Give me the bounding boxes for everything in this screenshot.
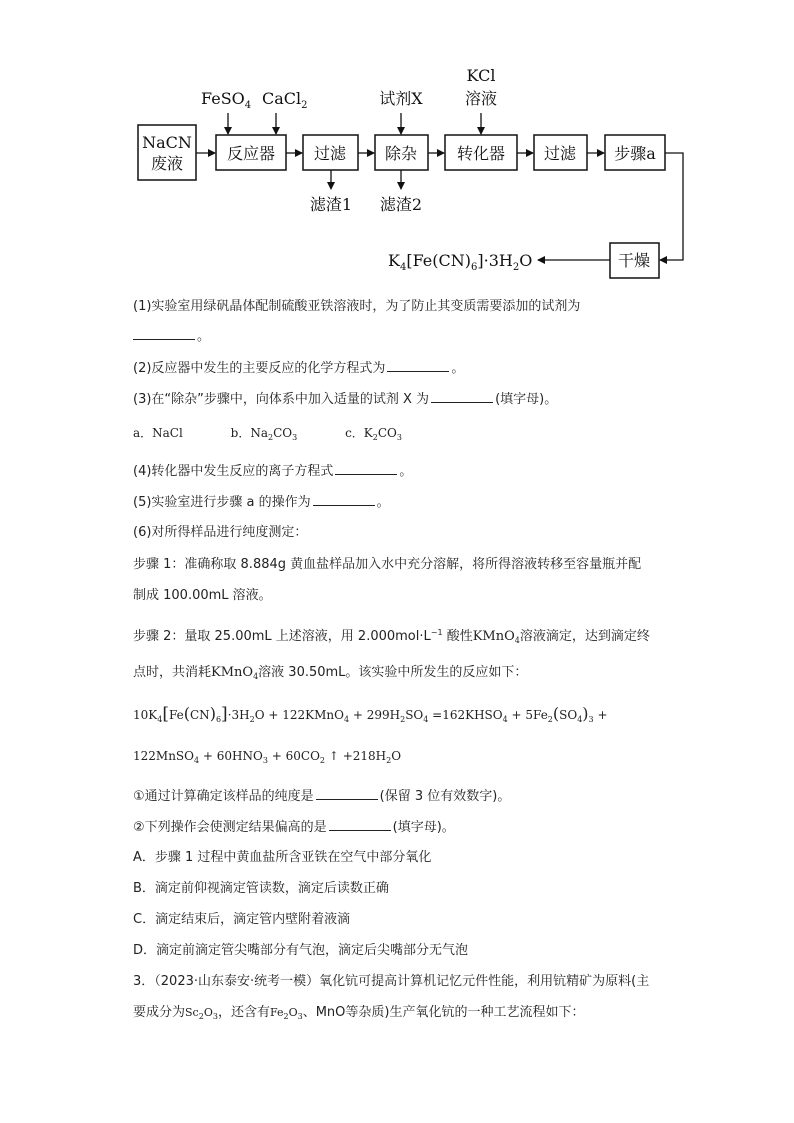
kmno4-formula: KMnO$_4$ (211, 665, 259, 681)
choice-b (133, 880, 389, 898)
question-3-text: (3)在“除杂”步骤中，向体系中加入适量的试剂 X 为 (133, 392, 430, 407)
next-question-text-b1: 要成分为 (133, 1005, 186, 1020)
question-5-end: 。 (376, 495, 390, 510)
choice-b-text: B．滴定前仰视滴定管读数，滴定后读数正确 (133, 881, 389, 896)
sub-question-2-text: ②下列操作会使测定结果偏高的是 (133, 820, 327, 835)
sub-question-1-end: (保留 3 位有效数字)。 (379, 789, 511, 804)
question-6-text: (6)对所得样品进行纯度测定： (133, 525, 308, 540)
choice-a-text: A．步骤 1 过程中黄血盐所含亚铁在空气中部分氧化 (133, 850, 432, 865)
step-2-text-b1: 点时，共消耗 (133, 665, 212, 680)
residue-1: 滤渣1 (309, 195, 353, 214)
step-2-text-a1: 步骤 2：量取 25.00mL 上述溶液，用 2.000mol·L (133, 629, 431, 644)
question-2-end: 。 (451, 361, 465, 376)
step-2-text-a2: 酸性 (446, 629, 473, 644)
reagent-cacl2: CaCl$_2$ (262, 89, 308, 111)
process-flowchart (0, 0, 794, 290)
question-4-end: 。 (399, 464, 413, 479)
next-question-line-1 (133, 973, 649, 991)
reagent-feso4: FeSO$_4$ (201, 89, 252, 111)
residue-2: 滤渣2 (379, 195, 423, 214)
answer-blank[interactable] (431, 390, 493, 403)
start-label-line2: 废液 (150, 154, 184, 173)
filter-1-label: 过滤 (313, 144, 347, 163)
step-1-line-1 (133, 556, 641, 574)
step-2-text-a3: 溶液滴定，达到滴定终 (519, 629, 650, 644)
question-1-end: 。 (197, 329, 211, 344)
choice-c-text: C．滴定结束后，滴定管内壁附着液滴 (133, 912, 351, 927)
reactor-label: 反应器 (226, 144, 276, 163)
next-question-text-a: 3．（2023·山东泰安·统考一模）氧化钪可提高计算机记忆元件性能，利用钪精矿为原料(主 (133, 974, 650, 989)
step-1-text-b: 制成 100.00mL 溶液。 (133, 588, 272, 603)
step-2-text-b2: 溶液 30.50mL。该实验中所发生的反应如下： (258, 665, 528, 680)
question-4 (133, 462, 412, 481)
answer-blank[interactable] (387, 359, 449, 372)
step-a-label: 步骤a (614, 144, 656, 163)
option-c-text: c．K (345, 426, 373, 440)
sc2o3-formula: $Sc_2O_3$ (185, 1006, 218, 1021)
reaction-equation-line-2: 122MnSO$_4$ + $60HNO_3 + 60CO_2$ ↑ $+218H_2O$ (133, 749, 402, 765)
reaction-equation-line-1: $10K_4[Fe(CN)_6]\cdot 3H_2O$ + 122KMnO$_4$ + $299H_2SO_4$ $=162KHSO_4 + 5Fe_2(SO_4)_3$ + (133, 704, 608, 724)
reagent-x: 试剂X (379, 89, 423, 108)
reagent-kcl-line2: 溶液 (464, 89, 498, 108)
question-5-text: (5)实验室进行步骤 a 的操作为 (133, 495, 311, 510)
next-question-text-b2: ，还含有 (217, 1005, 270, 1020)
answer-blank[interactable] (313, 493, 375, 506)
question-3-options (133, 424, 446, 447)
choice-c (133, 911, 350, 929)
product-formula: $K_4[Fe(CN)_6]\cdot 3H_2O$ (388, 251, 533, 273)
question-1 (133, 298, 580, 316)
step-1-text-a: 步骤 1：准确称取 8.884g 黄血盐样品加入水中充分溶解，将所得溶液转移至容量瓶并配 (133, 557, 642, 572)
choice-d-text: D．滴定前滴定管尖嘴部分有气泡，滴定后尖嘴部分无气泡 (133, 943, 469, 958)
option-a: a．NaCl (133, 426, 183, 440)
step-1-line-2 (133, 587, 272, 605)
fe2o3-formula: $Fe_2O_3$ (269, 1006, 303, 1021)
reagent-kcl-line1: KCl (466, 66, 496, 85)
choice-a (133, 849, 431, 867)
sub-question-1 (133, 787, 510, 806)
question-2 (133, 359, 464, 378)
question-4-text: (4)转化器中发生反应的离子方程式 (133, 464, 334, 479)
step-2-line-1: 步骤 2：量取 25.00mL 上述溶液，用 $2.000mol\cdot L^{-1}$ 酸性KMnO$_4$溶液滴定，达到滴定终 (133, 628, 650, 645)
question-1-answer-line (133, 327, 210, 346)
sub-question-2 (133, 818, 455, 837)
option-c: c．$K_2CO_3$ (345, 426, 402, 442)
question-3-end: (填字母)。 (495, 392, 558, 407)
answer-blank[interactable] (335, 462, 397, 475)
sub-question-1-text: ①通过计算确定该样品的纯度是 (133, 789, 314, 804)
question-2-text: (2)反应器中发生的主要反应的化学方程式为 (133, 361, 386, 376)
answer-blank[interactable] (329, 818, 391, 831)
question-6 (133, 524, 307, 542)
option-b: b．$Na_2CO_3$ (230, 426, 298, 442)
question-3 (133, 390, 557, 409)
answer-blank[interactable] (316, 787, 378, 800)
kmno4-formula: KMnO$_4$ (472, 629, 520, 645)
answer-blank[interactable] (133, 327, 195, 340)
dry-label: 干燥 (617, 251, 651, 270)
remove-impurity-label: 除杂 (384, 144, 418, 163)
next-question-text-b3: 等杂质)生产氧化钪的一种工艺流程如下： (345, 1005, 585, 1020)
step-2-line-2 (133, 664, 527, 686)
start-label-line1: NaCN (142, 133, 192, 152)
filter-2-label: 过滤 (543, 144, 577, 163)
question-1-text: (1)实验室用绿矾晶体配制硫酸亚铁溶液时，为了防止其变质需要添加的试剂为 (133, 299, 581, 314)
option-b-text: b．Na (230, 426, 269, 440)
next-question-line-2: 要成分为$Sc_2O_3$，还含有$Fe_2O_3$、MnO等杂质)生产氧化钪的一种工艺流程如下： (133, 1005, 585, 1021)
converter-label: 转化器 (456, 144, 506, 163)
question-5 (133, 493, 390, 512)
sub-question-2-end: (填字母)。 (392, 820, 455, 835)
choice-d (133, 942, 468, 960)
